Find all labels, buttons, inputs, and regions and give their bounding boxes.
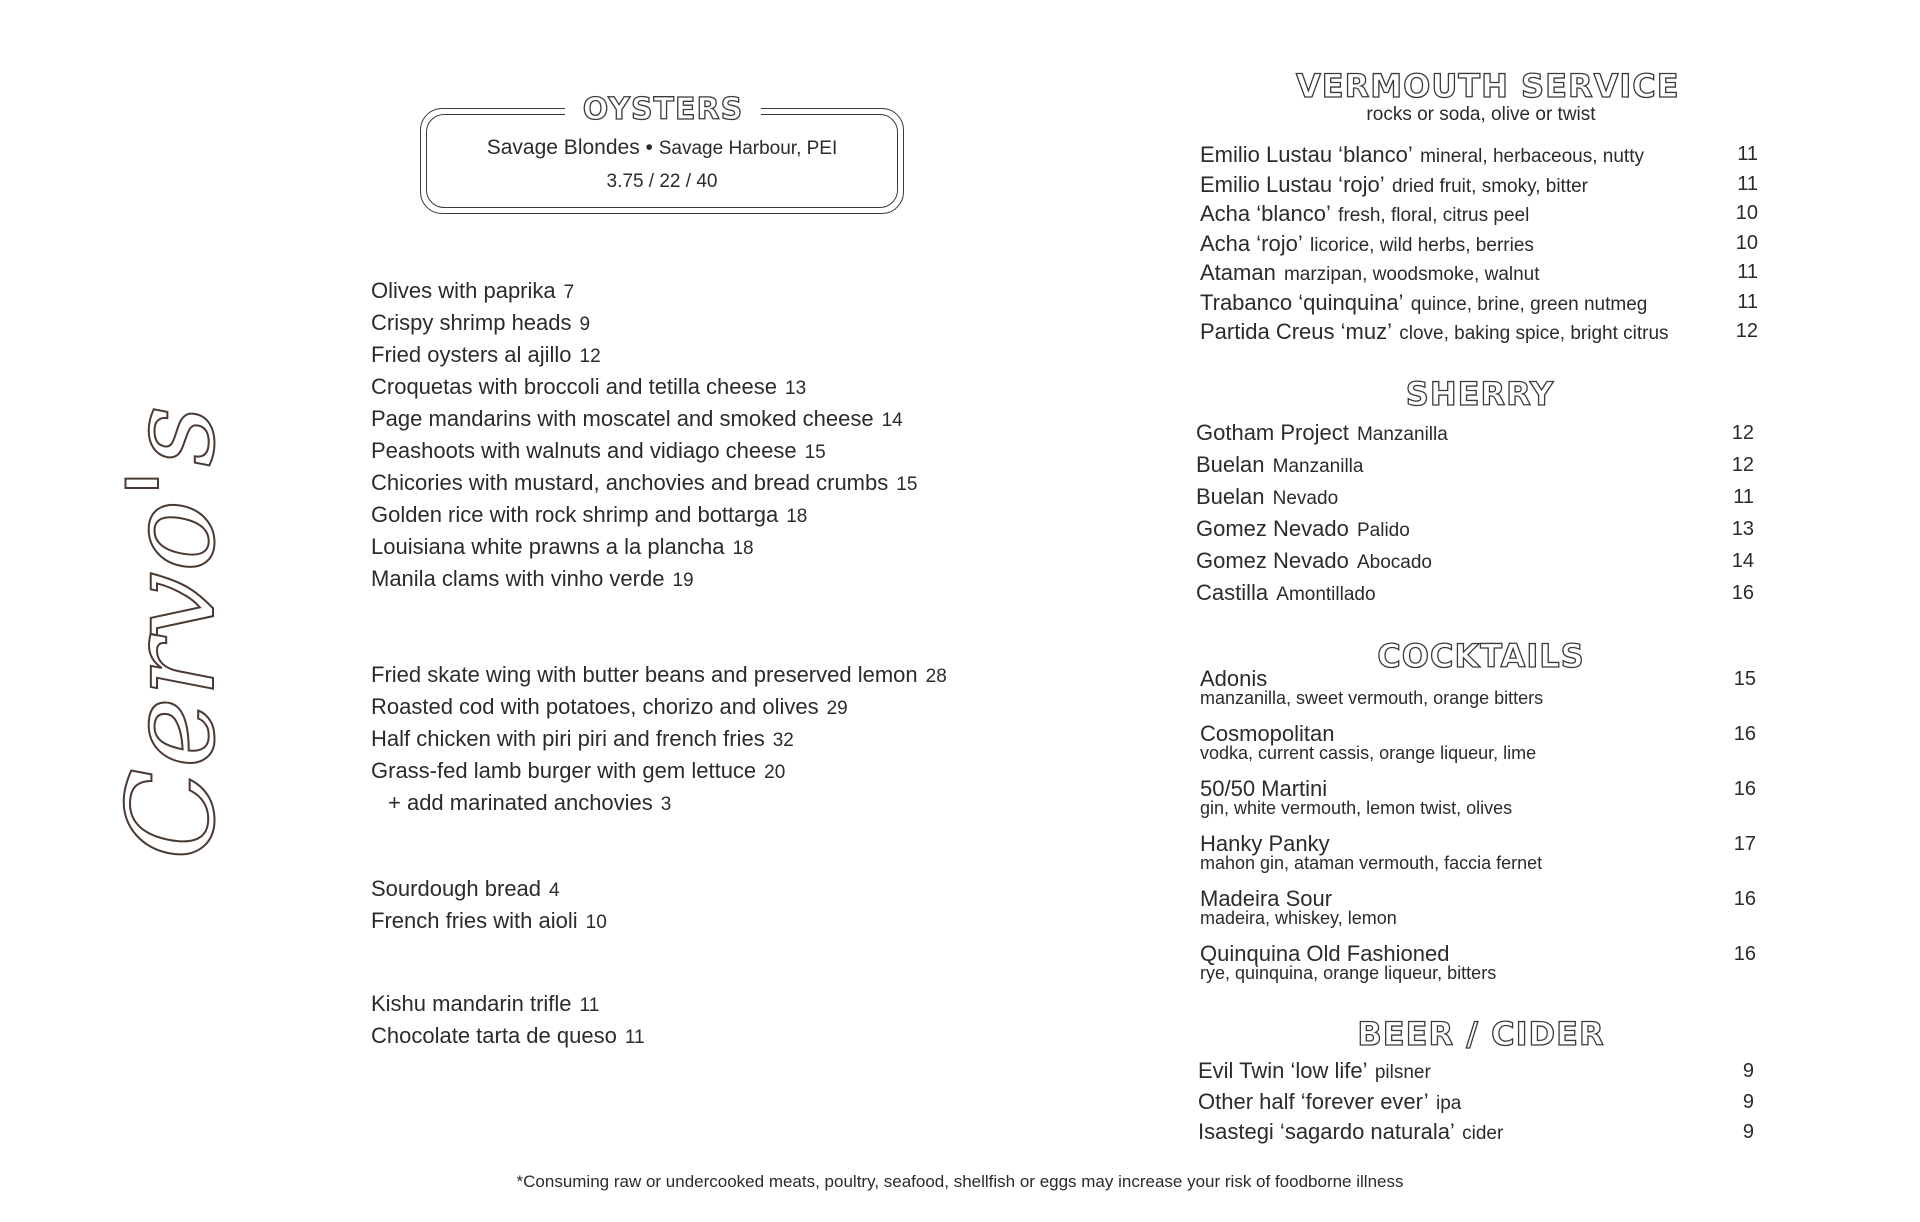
drink-price: 10 — [1735, 231, 1758, 254]
food-price: 3 — [660, 794, 672, 815]
food-name: Peashoots with walnuts and vidiago cheese — [371, 438, 797, 463]
drink-price: 12 — [1731, 454, 1754, 476]
food-price: 18 — [732, 538, 754, 559]
mains-list — [371, 659, 947, 819]
small-plates-list — [371, 275, 917, 595]
food-item — [371, 723, 947, 755]
food-name: Fried oysters al ajillo — [371, 342, 572, 367]
drink-price: 11 — [1733, 486, 1754, 508]
drink-name: Gotham Project — [1196, 420, 1349, 445]
cocktail-price: 16 — [1733, 778, 1756, 800]
food-item — [371, 563, 917, 595]
bread-list — [371, 873, 607, 937]
food-item — [371, 371, 917, 403]
drink-item — [1200, 229, 1758, 259]
drink-item — [1198, 1056, 1754, 1087]
cocktail-desc: manzanilla, sweet vermouth, orange bitters — [1200, 688, 1544, 708]
drink-desc: mineral, herbaceous, nutty — [1420, 146, 1644, 167]
food-name: Louisiana white prawns a la plancha — [371, 534, 725, 559]
vermouth-subtitle: rocks or soda, olive or twist — [1366, 104, 1596, 125]
drink-name: Gomez Nevado — [1196, 548, 1349, 573]
drink-name: Trabanco ‘quinquina’ — [1200, 289, 1403, 315]
drink-item — [1196, 577, 1754, 609]
food-item — [371, 531, 917, 563]
food-name: Chicories with mustard, anchovies and bread crumbs — [371, 470, 889, 495]
drink-price: 14 — [1731, 550, 1754, 572]
drink-name: Gomez Nevado — [1196, 516, 1349, 541]
drink-item — [1196, 545, 1754, 577]
drink-item — [1200, 288, 1758, 318]
drink-item — [1200, 170, 1758, 200]
cocktail-item — [1200, 722, 1756, 777]
food-item — [371, 988, 645, 1020]
cocktail-desc: gin, white vermouth, lemon twist, olives — [1200, 798, 1513, 818]
food-item — [371, 307, 917, 339]
cocktail-desc: mahon gin, ataman vermouth, faccia fernet — [1200, 853, 1543, 873]
food-price: 4 — [549, 880, 560, 901]
drink-item — [1198, 1117, 1754, 1148]
food-item — [371, 435, 917, 467]
food-price: 14 — [881, 410, 903, 431]
drink-name: Buelan — [1196, 484, 1265, 509]
sherry-list — [1196, 417, 1754, 609]
food-name: Kishu mandarin trifle — [371, 991, 572, 1016]
drink-desc: marzipan, woodsmoke, walnut — [1283, 264, 1540, 285]
food-price: 11 — [624, 1027, 645, 1048]
drink-item — [1196, 513, 1754, 545]
food-item — [371, 339, 917, 371]
drink-name: Castilla — [1196, 580, 1269, 605]
drink-name: Acha ‘rojo’ — [1200, 230, 1302, 256]
cocktail-list — [1200, 667, 1756, 997]
food-addon — [371, 787, 947, 819]
cocktail-name: Adonis — [1200, 666, 1268, 691]
drink-price: 11 — [1737, 143, 1758, 165]
food-name: Chocolate tarta de queso — [371, 1023, 617, 1048]
drink-item — [1196, 449, 1754, 481]
drink-price: 11 — [1737, 261, 1758, 283]
beer-cider-title: BEER / CIDER — [1357, 1015, 1605, 1053]
drink-name: Ataman — [1200, 260, 1276, 285]
drink-price: 11 — [1737, 172, 1758, 195]
cocktail-price: 16 — [1733, 888, 1756, 910]
oyster-name: Savage Blondes — [486, 136, 640, 159]
food-price: 28 — [925, 666, 947, 687]
food-name: Golden rice with rock shrimp and bottarga — [371, 502, 779, 527]
drink-desc: licorice, wild herbs, berries — [1310, 234, 1534, 256]
food-price: 12 — [579, 346, 601, 367]
drink-name: Evil Twin ‘low life’ — [1198, 1058, 1367, 1083]
cocktails-title: COCKTAILS — [1377, 637, 1585, 675]
drink-item — [1198, 1087, 1754, 1118]
drink-item — [1196, 481, 1754, 513]
food-price: 15 — [896, 474, 918, 495]
drink-item — [1200, 140, 1758, 170]
drink-price: 10 — [1735, 202, 1758, 224]
drink-desc: ipa — [1436, 1092, 1462, 1114]
dessert-list — [371, 988, 645, 1052]
food-name: Olives with paprika — [371, 278, 556, 303]
cocktail-item — [1200, 942, 1756, 997]
cocktail-name: 50/50 Martini — [1200, 776, 1328, 801]
drink-desc: Abocado — [1356, 552, 1432, 573]
cocktail-name: Hanky Panky — [1200, 831, 1330, 856]
sherry-title: SHERRY — [1405, 375, 1555, 413]
drink-desc: Amontillado — [1276, 584, 1376, 605]
food-item — [371, 905, 607, 937]
cocktail-item — [1200, 832, 1756, 887]
drink-item — [1200, 258, 1758, 288]
food-item — [371, 467, 917, 499]
drink-name: Buelan — [1196, 452, 1265, 477]
vermouth-title: VERMOUTH SERVICE — [1296, 67, 1680, 105]
cocktail-desc: rye, quinquina, orange liqueur, bitters — [1200, 963, 1497, 983]
food-item — [371, 755, 947, 787]
restaurant-logo — [95, 360, 270, 880]
food-name: Page mandarins with moscatel and smoked cheese — [371, 406, 874, 431]
drink-desc: cider — [1462, 1123, 1504, 1144]
food-name: Sourdough bread — [371, 876, 542, 901]
food-price: 13 — [785, 378, 807, 399]
drink-price: 11 — [1737, 290, 1758, 313]
drink-desc: Palido — [1356, 520, 1410, 541]
health-disclaimer: *Consuming raw or undercooked meats, poultry, seafood, shellfish or eggs may increase your risk of foodborne illness — [516, 1172, 1404, 1191]
drink-desc: quince, brine, green nutmeg — [1410, 293, 1648, 315]
cocktail-item — [1200, 777, 1756, 832]
cocktail-name: Cosmopolitan — [1200, 721, 1335, 746]
cocktail-price: 17 — [1733, 833, 1756, 855]
cocktail-price: 15 — [1733, 668, 1756, 690]
food-price: 18 — [786, 506, 808, 527]
food-price: 11 — [579, 995, 600, 1016]
drink-name: Other half ‘forever ever’ — [1198, 1088, 1428, 1114]
oyster-item — [420, 136, 904, 160]
drink-item — [1200, 317, 1758, 347]
cocktail-desc: madeira, whiskey, lemon — [1200, 908, 1397, 928]
drink-name: Acha ‘blanco’ — [1200, 201, 1331, 226]
cocktail-item — [1200, 887, 1756, 942]
cocktail-price: 16 — [1733, 723, 1756, 745]
drink-price: 13 — [1731, 518, 1754, 540]
food-item — [371, 691, 947, 723]
drink-desc: Manzanilla — [1272, 456, 1364, 477]
food-price: 9 — [579, 314, 591, 335]
food-price: 10 — [585, 912, 607, 933]
cocktail-name: Quinquina Old Fashioned — [1200, 941, 1450, 966]
food-name: Croquetas with broccoli and tetilla cheese — [371, 374, 778, 399]
food-price: 7 — [563, 282, 575, 303]
oyster-separator: • — [645, 136, 653, 159]
food-name: Manila clams with vinho verde — [371, 566, 665, 591]
drink-item — [1196, 417, 1754, 449]
cocktail-item — [1200, 667, 1756, 722]
drink-price: 9 — [1742, 1060, 1754, 1082]
food-price: 19 — [672, 570, 694, 591]
food-item — [371, 1020, 645, 1052]
drink-price: 12 — [1735, 320, 1758, 342]
food-price: 29 — [826, 698, 848, 719]
drink-desc: Nevado — [1272, 488, 1339, 509]
food-name: Grass-fed lamb burger with gem lettuce — [371, 758, 757, 783]
food-item — [371, 499, 917, 531]
drink-price: 12 — [1731, 422, 1754, 444]
oyster-origin: Savage Harbour, PEI — [658, 138, 838, 159]
food-item — [371, 275, 917, 307]
drink-price: 9 — [1742, 1090, 1754, 1113]
beer-cider-list — [1198, 1056, 1754, 1148]
logo-text: Cervo's — [103, 405, 242, 860]
food-name: Half chicken with piri piri and french fries — [371, 726, 765, 751]
food-price: 20 — [764, 762, 786, 783]
food-item — [371, 659, 947, 691]
food-price: 15 — [804, 442, 826, 463]
cocktail-name: Madeira Sour — [1200, 886, 1333, 911]
drink-desc: fresh, floral, citrus peel — [1338, 205, 1530, 226]
food-name: French fries with aioli — [371, 908, 578, 933]
drink-item — [1200, 199, 1758, 229]
drink-desc: clove, baking spice, bright citrus — [1399, 323, 1669, 344]
food-item — [371, 403, 917, 435]
vermouth-list — [1200, 140, 1758, 347]
food-item — [371, 873, 607, 905]
drink-name: Isastegi ‘sagardo naturala’ — [1198, 1119, 1455, 1144]
food-name: Crispy shrimp heads — [371, 310, 572, 335]
food-name: Fried skate wing with butter beans and preserved lemon — [371, 662, 918, 687]
cocktail-desc: vodka, current cassis, orange liqueur, lime — [1200, 743, 1537, 763]
oysters-title: OYSTERS — [565, 90, 761, 130]
drink-price: 9 — [1742, 1121, 1754, 1143]
cocktail-price: 16 — [1733, 943, 1756, 965]
drink-price: 16 — [1731, 582, 1754, 604]
drink-desc: Manzanilla — [1356, 424, 1448, 445]
drink-desc: pilsner — [1374, 1062, 1431, 1083]
food-name: + add marinated anchovies — [388, 790, 653, 815]
food-name: Roasted cod with potatoes, chorizo and olives — [371, 694, 819, 719]
food-price: 32 — [772, 730, 794, 751]
drink-desc: dried fruit, smoky, bitter — [1391, 175, 1588, 197]
oyster-prices: 3.75 / 22 / 40 — [606, 171, 718, 192]
drink-name: Emilio Lustau ‘blanco’ — [1200, 142, 1412, 167]
drink-name: Emilio Lustau ‘rojo’ — [1200, 171, 1384, 197]
drink-name: Partida Creus ‘muz’ — [1200, 319, 1392, 344]
